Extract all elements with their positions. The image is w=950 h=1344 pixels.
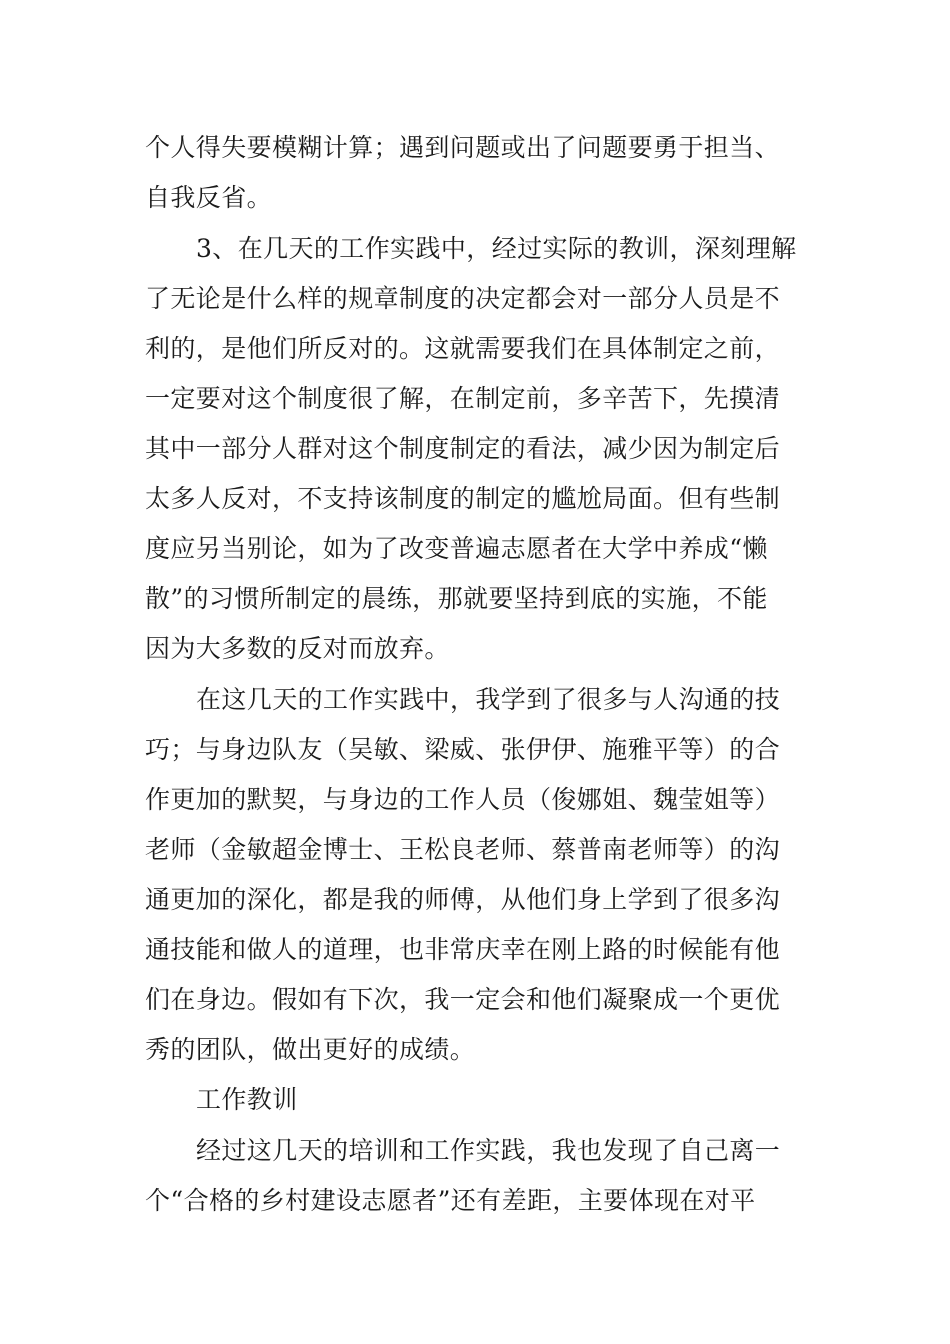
text-line: 们在身边。假如有下次，我一定会和他们凝聚成一个更优 (145, 985, 781, 1014)
text-line: 作更加的默契，与身边的工作人员（俊娜姐、魏莹姐等） (145, 785, 781, 814)
text-line: 其中一部分人群对这个制度制定的看法，减少因为制定后 (145, 434, 781, 463)
text-line: 度应另当别论，如为了改变普遍志愿者在大学中养成“懒 (145, 534, 768, 563)
section-heading: 工作教训 (196, 1085, 298, 1114)
paragraph-3-first-line: 3、在几天的工作实践中，经过实际的教训，深刻理解 (196, 234, 797, 263)
text-line: 巧；与身边队友（吴敏、梁威、张伊伊、施雅平等）的合 (145, 735, 781, 764)
text-line: 秀的团队，做出更好的成绩。 (145, 1035, 476, 1064)
text-line: 自我反省。 (145, 183, 273, 212)
text-line: 个“合格的乡村建设志愿者”还有差距，主要体现在对平 (145, 1186, 756, 1215)
text-line: 太多人反对，不支持该制度的制定的尴尬局面。但有些制 (145, 484, 781, 513)
paragraph-communication-first-line: 在这几天的工作实践中，我学到了很多与人沟通的技 (196, 685, 781, 714)
text-line: 了无论是什么样的规章制度的决定都会对一部分人员是不 (145, 284, 781, 313)
text-line: 个人得失要模糊计算；遇到问题或出了问题要勇于担当、 (145, 133, 781, 162)
text-line: 一定要对这个制度很了解，在制定前，多辛苦下，先摸清 (145, 384, 781, 413)
text-line: 通更加的深化，都是我的师傅，从他们身上学到了很多沟 (145, 885, 781, 914)
text-line: 通技能和做人的道理，也非常庆幸在刚上路的时候能有他 (145, 935, 781, 964)
text-line: 老师（金敏超金博士、王松良老师、蔡普南老师等）的沟 (145, 835, 781, 864)
text-line: 利的，是他们所反对的。这就需要我们在具体制定之前， (145, 334, 781, 363)
paragraph-lessons-first-line: 经过这几天的培训和工作实践，我也发现了自己离一 (196, 1136, 781, 1165)
text-line: 因为大多数的反对而放弃。 (145, 634, 450, 663)
text-line: 散”的习惯所制定的晨练，那就要坚持到底的实施，不能 (145, 584, 768, 613)
